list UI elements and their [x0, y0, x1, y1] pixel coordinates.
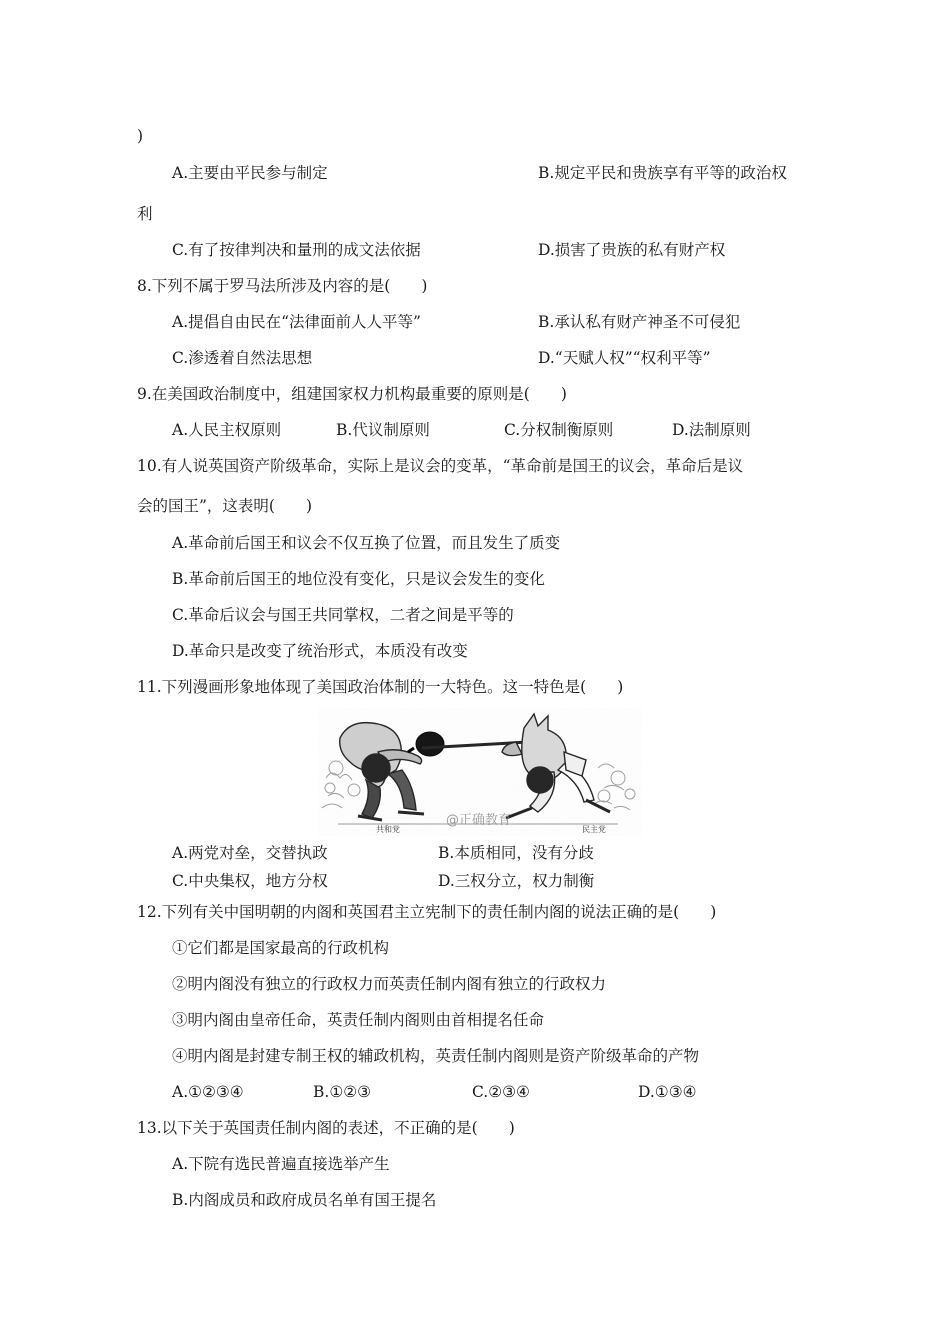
q11-option-d: D.三权分立，权力制衡: [438, 872, 595, 890]
q13-option-a: A.下院有选民普遍直接选举产生: [172, 1155, 390, 1173]
q7-option-a: A.主要由平民参与制定: [172, 164, 328, 182]
q9-option-c: C.分权制衡原则: [504, 421, 614, 439]
political-cartoon: [318, 708, 642, 836]
q13-stem: 13.以下关于英国责任制内阁的表述，不正确的是( ): [137, 1119, 515, 1137]
q7-option-d: D.损害了贵族的私有财产权: [538, 241, 726, 259]
q12-option-c: C.②③④: [472, 1083, 530, 1101]
q8-option-c: C.渗透着自然法思想: [172, 349, 313, 367]
q8-option-b: B.承认私有财产神圣不可侵犯: [538, 313, 741, 331]
cartoon-watermark: @正确教育: [446, 813, 512, 828]
q8-option-a: A.提倡自由民在“法律面前人人平等”: [172, 313, 421, 331]
q11-option-a: A.两党对垒，交替执政: [172, 844, 328, 862]
q10-option-b: B.革命前后国王的地位没有变化，只是议会发生的变化: [172, 570, 545, 588]
cartoon-label-right: 民主党: [582, 825, 606, 834]
q12-statement-3: ③明内阁由皇帝任命，英责任制内阁则由首相提名任命: [172, 1011, 545, 1029]
q9-option-b: B.代议制原则: [336, 421, 430, 439]
q10-option-d: D.革命只是改变了统治形式，本质没有改变: [172, 642, 468, 660]
cartoon-label-left: 共和党: [376, 825, 400, 834]
q8-option-d: D.“天赋人权”“权利平等”: [538, 349, 711, 367]
q12-statement-2: ②明内阁没有独立的行政权力而英责任制内阁有独立的行政权力: [172, 975, 607, 993]
q12-stem: 12.下列有关中国明朝的内阁和英国君主立宪制下的责任制内阁的说法正确的是( ): [137, 903, 717, 921]
q10-option-a: A.革命前后国王和议会不仅互换了位置，而且发生了质变: [172, 534, 561, 552]
q7-option-b: B.规定平民和贵族享有平等的政治权: [538, 164, 787, 182]
cartoon-illustration: [318, 708, 642, 836]
q12-statement-1: ①它们都是国家最高的行政机构: [172, 939, 390, 957]
q8-stem: 8.下列不属于罗马法所涉及内容的是( ): [137, 277, 428, 295]
q10-stem-line1: 10.有人说英国资产阶级革命，实际上是议会的变革，“革命前是国王的议会，革命后是议: [137, 457, 744, 475]
q11-option-c: C.中央集权，地方分权: [172, 872, 328, 890]
q11-stem: 11.下列漫画形象地体现了美国政治体制的一大特色。这一特色是( ): [137, 678, 624, 696]
q9-option-d: D.法制原则: [672, 421, 751, 439]
q12-option-a: A.①②③④: [172, 1083, 244, 1101]
q12-option-b: B.①②③: [313, 1083, 372, 1101]
q7-option-c: C.有了按律判决和量刑的成文法依据: [172, 241, 421, 259]
q9-stem: 9.在美国政治制度中，组建国家权力机构最重要的原则是( ): [137, 385, 567, 403]
q10-option-c: C.革命后议会与国王共同掌权，二者之间是平等的: [172, 606, 514, 624]
q7-option-b-wrap: 利: [137, 205, 153, 223]
q13-option-b: B.内阁成员和政府成员名单有国王提名: [172, 1191, 437, 1209]
q12-option-d: D.①③④: [638, 1083, 697, 1101]
q9-option-a: A.人民主权原则: [172, 421, 282, 439]
q11-option-b: B.本质相同，没有分歧: [438, 844, 594, 862]
q12-statement-4: ④明内阁是封建专制王权的辅政机构，英责任制内阁则是资产阶级革命的产物: [172, 1047, 700, 1065]
q7-stem-continuation: ): [137, 127, 144, 145]
q10-stem-line2: 会的国王”，这表明( ): [137, 497, 313, 515]
